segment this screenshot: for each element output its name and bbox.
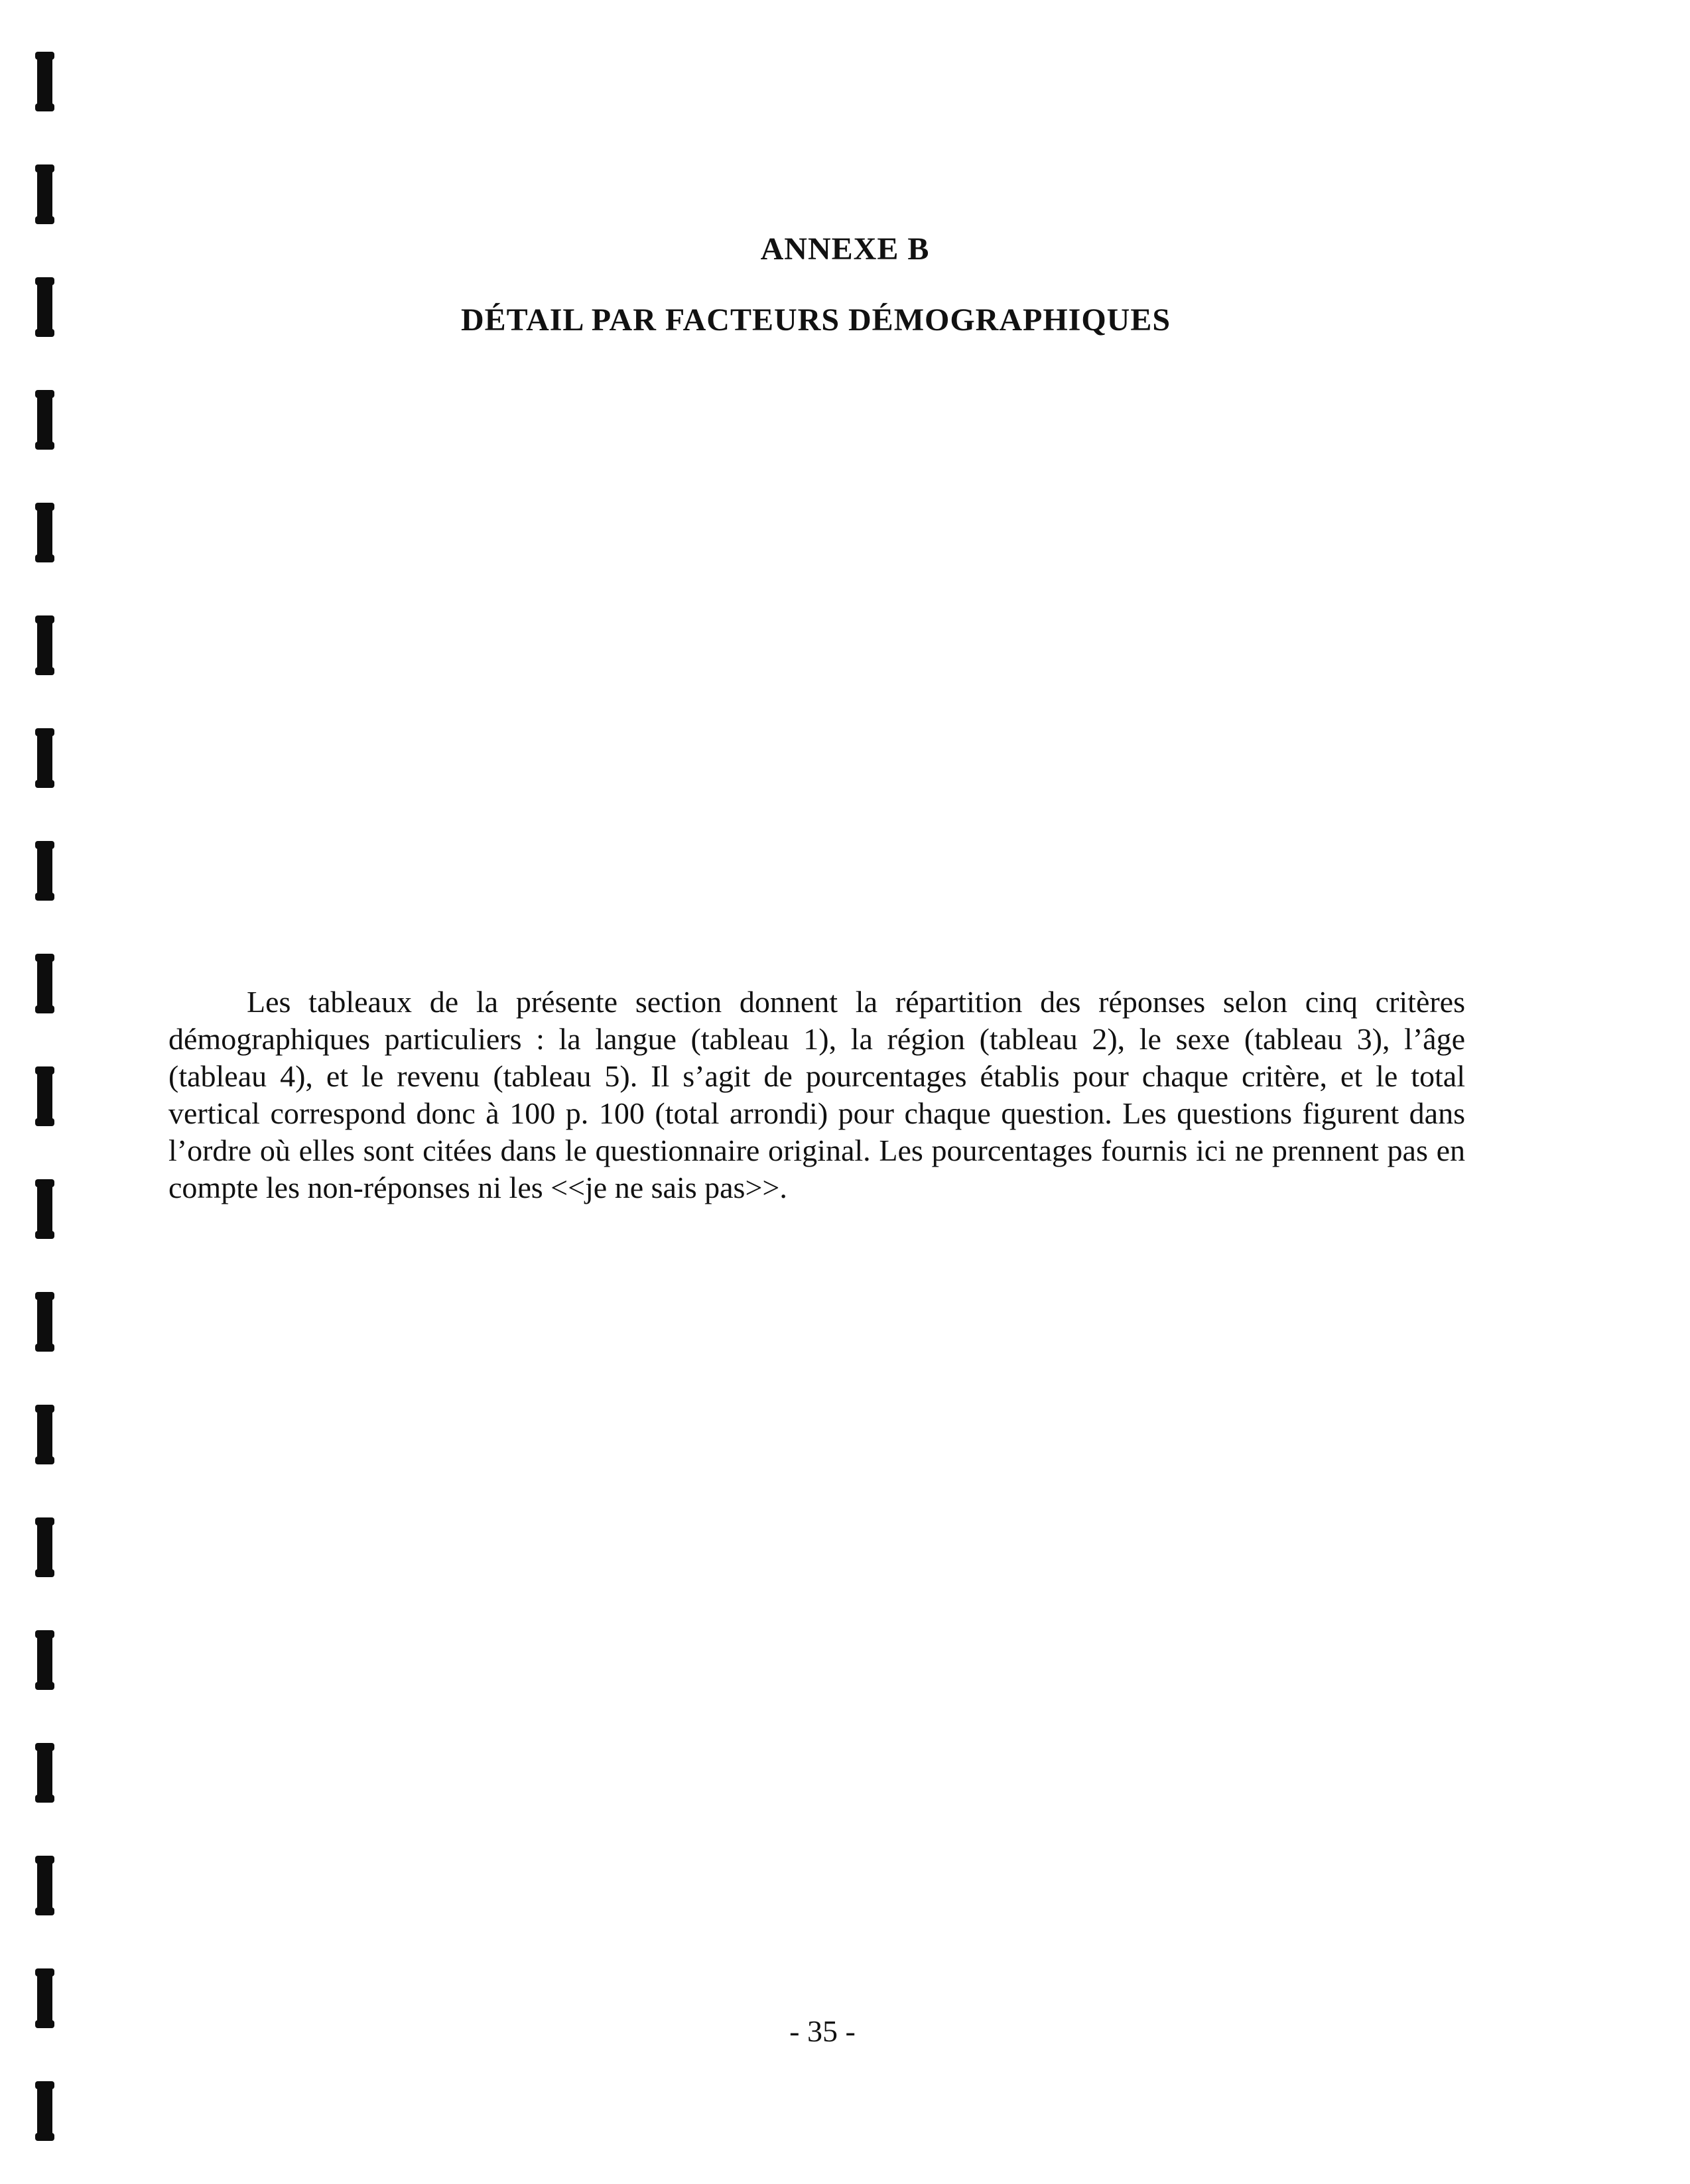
annex-subtitle: DÉTAIL PAR FACTEURS DÉMOGRAPHIQUES bbox=[460, 302, 1171, 338]
binding-hole-mark bbox=[37, 2081, 52, 2141]
binding-hole-mark bbox=[37, 615, 52, 675]
binding-hole-mark bbox=[37, 503, 52, 562]
binding-hole-mark bbox=[37, 1517, 52, 1577]
intro-paragraph: Les tableaux de la présente section donnent la répartition des réponses selon cinq critères démographiques particuliers : la langue (tableau 1), la région (tableau 2), le sexe (tableau 3), l’âge (tableau 4), et le revenu (tableau 5). Il s’agit de pourcentages établis pour chaque critère, et le total vertical correspond donc à 100 p. 100 (total arrondi) pour chaque question. Les questions figurent dans l’ordre où elles sont citées dans le questionnaire original. Les pourcentages fournis ici ne prennent pas en compte les non-réponses ni les <<je ne sais pas>>. bbox=[168, 985, 1465, 1204]
binding-hole-mark bbox=[37, 1405, 52, 1464]
binding-hole-mark bbox=[37, 52, 52, 111]
binding-hole-mark bbox=[37, 1630, 52, 1690]
binding-hole-mark bbox=[37, 1066, 52, 1126]
page-number: - 35 - bbox=[789, 2014, 856, 2048]
binding-hole-mark bbox=[37, 841, 52, 901]
binding-hole-mark bbox=[37, 728, 52, 788]
binding-hole-mark bbox=[37, 1179, 52, 1239]
binding-hole-mark bbox=[37, 164, 52, 224]
binding-hole-mark bbox=[37, 1743, 52, 1803]
binding-hole-mark bbox=[37, 390, 52, 450]
binding-hole-mark bbox=[37, 1856, 52, 1915]
binding-hole-mark bbox=[37, 954, 52, 1013]
annex-heading: ANNEXE B bbox=[760, 231, 930, 267]
binding-hole-mark bbox=[37, 1292, 52, 1352]
